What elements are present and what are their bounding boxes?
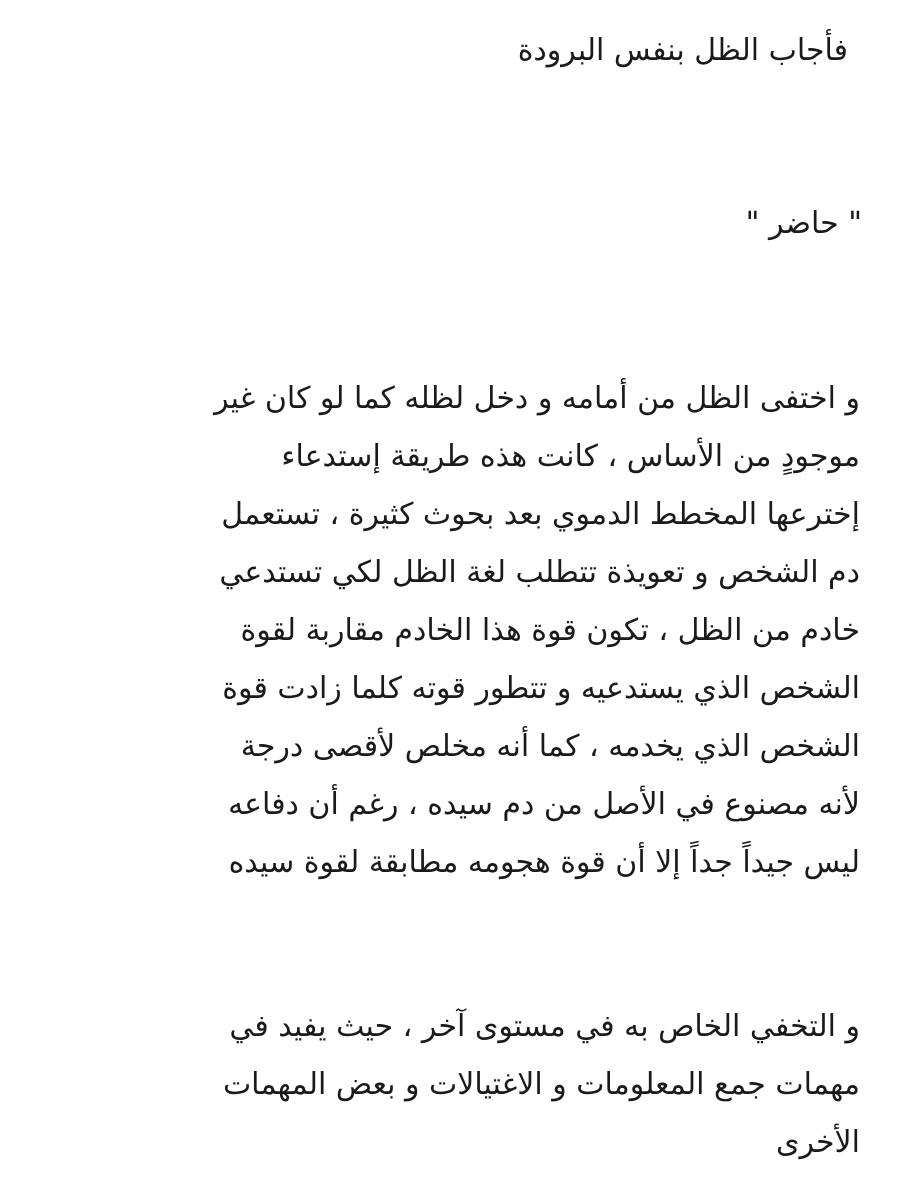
text-line: دم الشخص و تعويذة تتطلب لغة الظل لكي تستدعي xyxy=(219,555,860,590)
paragraph-shadow-description xyxy=(60,370,860,892)
text-line: فأجاب الظل بنفس البرودة xyxy=(517,33,848,68)
text-line: و التخفي الخاص به في مستوى آخر ، حيث يفيد في xyxy=(229,1009,860,1044)
text-line: الشخص الذي يخدمه ، كما أنه مخلص لأقصى درجة xyxy=(240,729,860,764)
paragraph-reply xyxy=(48,22,848,80)
paragraph-stealth xyxy=(60,998,860,1172)
text-line: مهمات جمع المعلومات و الاغتيالات و بعض المهمات xyxy=(222,1067,860,1102)
text-line: موجودٍ من الأساس ، كانت هذه طريقة إستدعاء xyxy=(281,439,860,474)
text-line: إخترعها المخطط الدموي بعد بحوث كثيرة ، تستعمل xyxy=(221,497,860,532)
paragraph-dialogue xyxy=(62,195,862,253)
text-line: " حاضر " xyxy=(745,206,862,241)
text-line: ليس جيداً جداً إلا أن قوة هجومه مطابقة لقوة سيده xyxy=(228,845,860,880)
text-line: لأنه مصنوع في الأصل من دم سيده ، رغم أن دفاعه xyxy=(228,787,860,822)
text-line: خادم من الظل ، تكون قوة هذا الخادم مقاربة لقوة xyxy=(240,613,860,648)
text-line: الشخص الذي يستدعيه و تتطور قوته كلما زادت قوة xyxy=(222,671,860,706)
text-line: الأخرى xyxy=(775,1125,860,1160)
text-line: و اختفى الظل من أمامه و دخل لظله كما لو كان غير xyxy=(214,381,860,416)
